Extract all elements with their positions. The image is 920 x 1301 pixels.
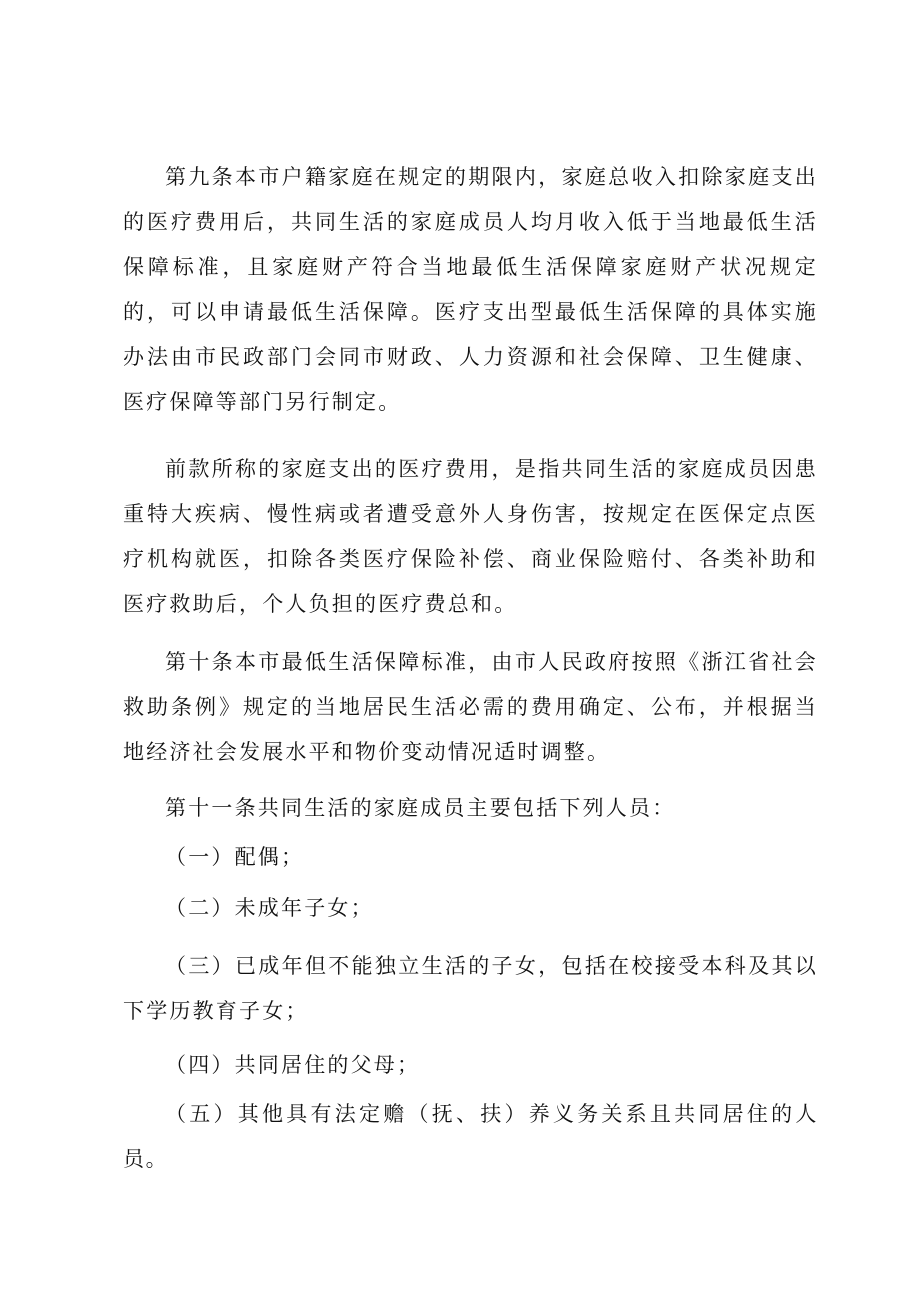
list-item-adult-dependent-children: （三）已成年但不能独立生活的子女，包括在校接受本科及其以下学历教育子女；	[123, 954, 818, 1023]
list-item-spouse: （一）配偶；	[165, 845, 305, 869]
article-11-paragraph: 第十一条共同生活的家庭成员主要包括下列人员：	[165, 796, 676, 820]
list-item-parents: （四）共同居住的父母；	[165, 1053, 421, 1077]
list-item-other-dependents: （五）其他具有法定赡（抚、扶）养义务关系且共同居住的人员。	[123, 1102, 818, 1171]
article-9-paragraph: 第九条本市户籍家庭在规定的期限内，家庭总收入扣除家庭支出的医疗费用后，共同生活的家庭成员人均月收入低于当地最低生活保障标准，且家庭财产符合当地最低生活保障家庭财产状况规定的，可以申请最低生活保障。医疗支出型最低生活保障的具体实施办法由市民政部门会同市财政、人力资源和社会保障、卫生健康、医疗保障等部门另行制定。	[123, 165, 818, 414]
list-item-minor-children: （二）未成年子女；	[165, 896, 374, 920]
medical-expense-definition-paragraph: 前款所称的家庭支出的医疗费用，是指共同生活的家庭成员因患重特大疾病、慢性病或者遭受意外人身伤害，按规定在医保定点医疗机构就医，扣除各类医疗保险补偿、商业保险赔付、各类补助和医疗救助后，个人负担的医疗费总和。	[123, 457, 818, 616]
article-10-paragraph: 第十条本市最低生活保障标准，由市人民政府按照《浙江省社会救助条例》规定的当地居民生活必需的费用确定、公布，并根据当地经济社会发展水平和物价变动情况适时调整。	[123, 650, 818, 764]
